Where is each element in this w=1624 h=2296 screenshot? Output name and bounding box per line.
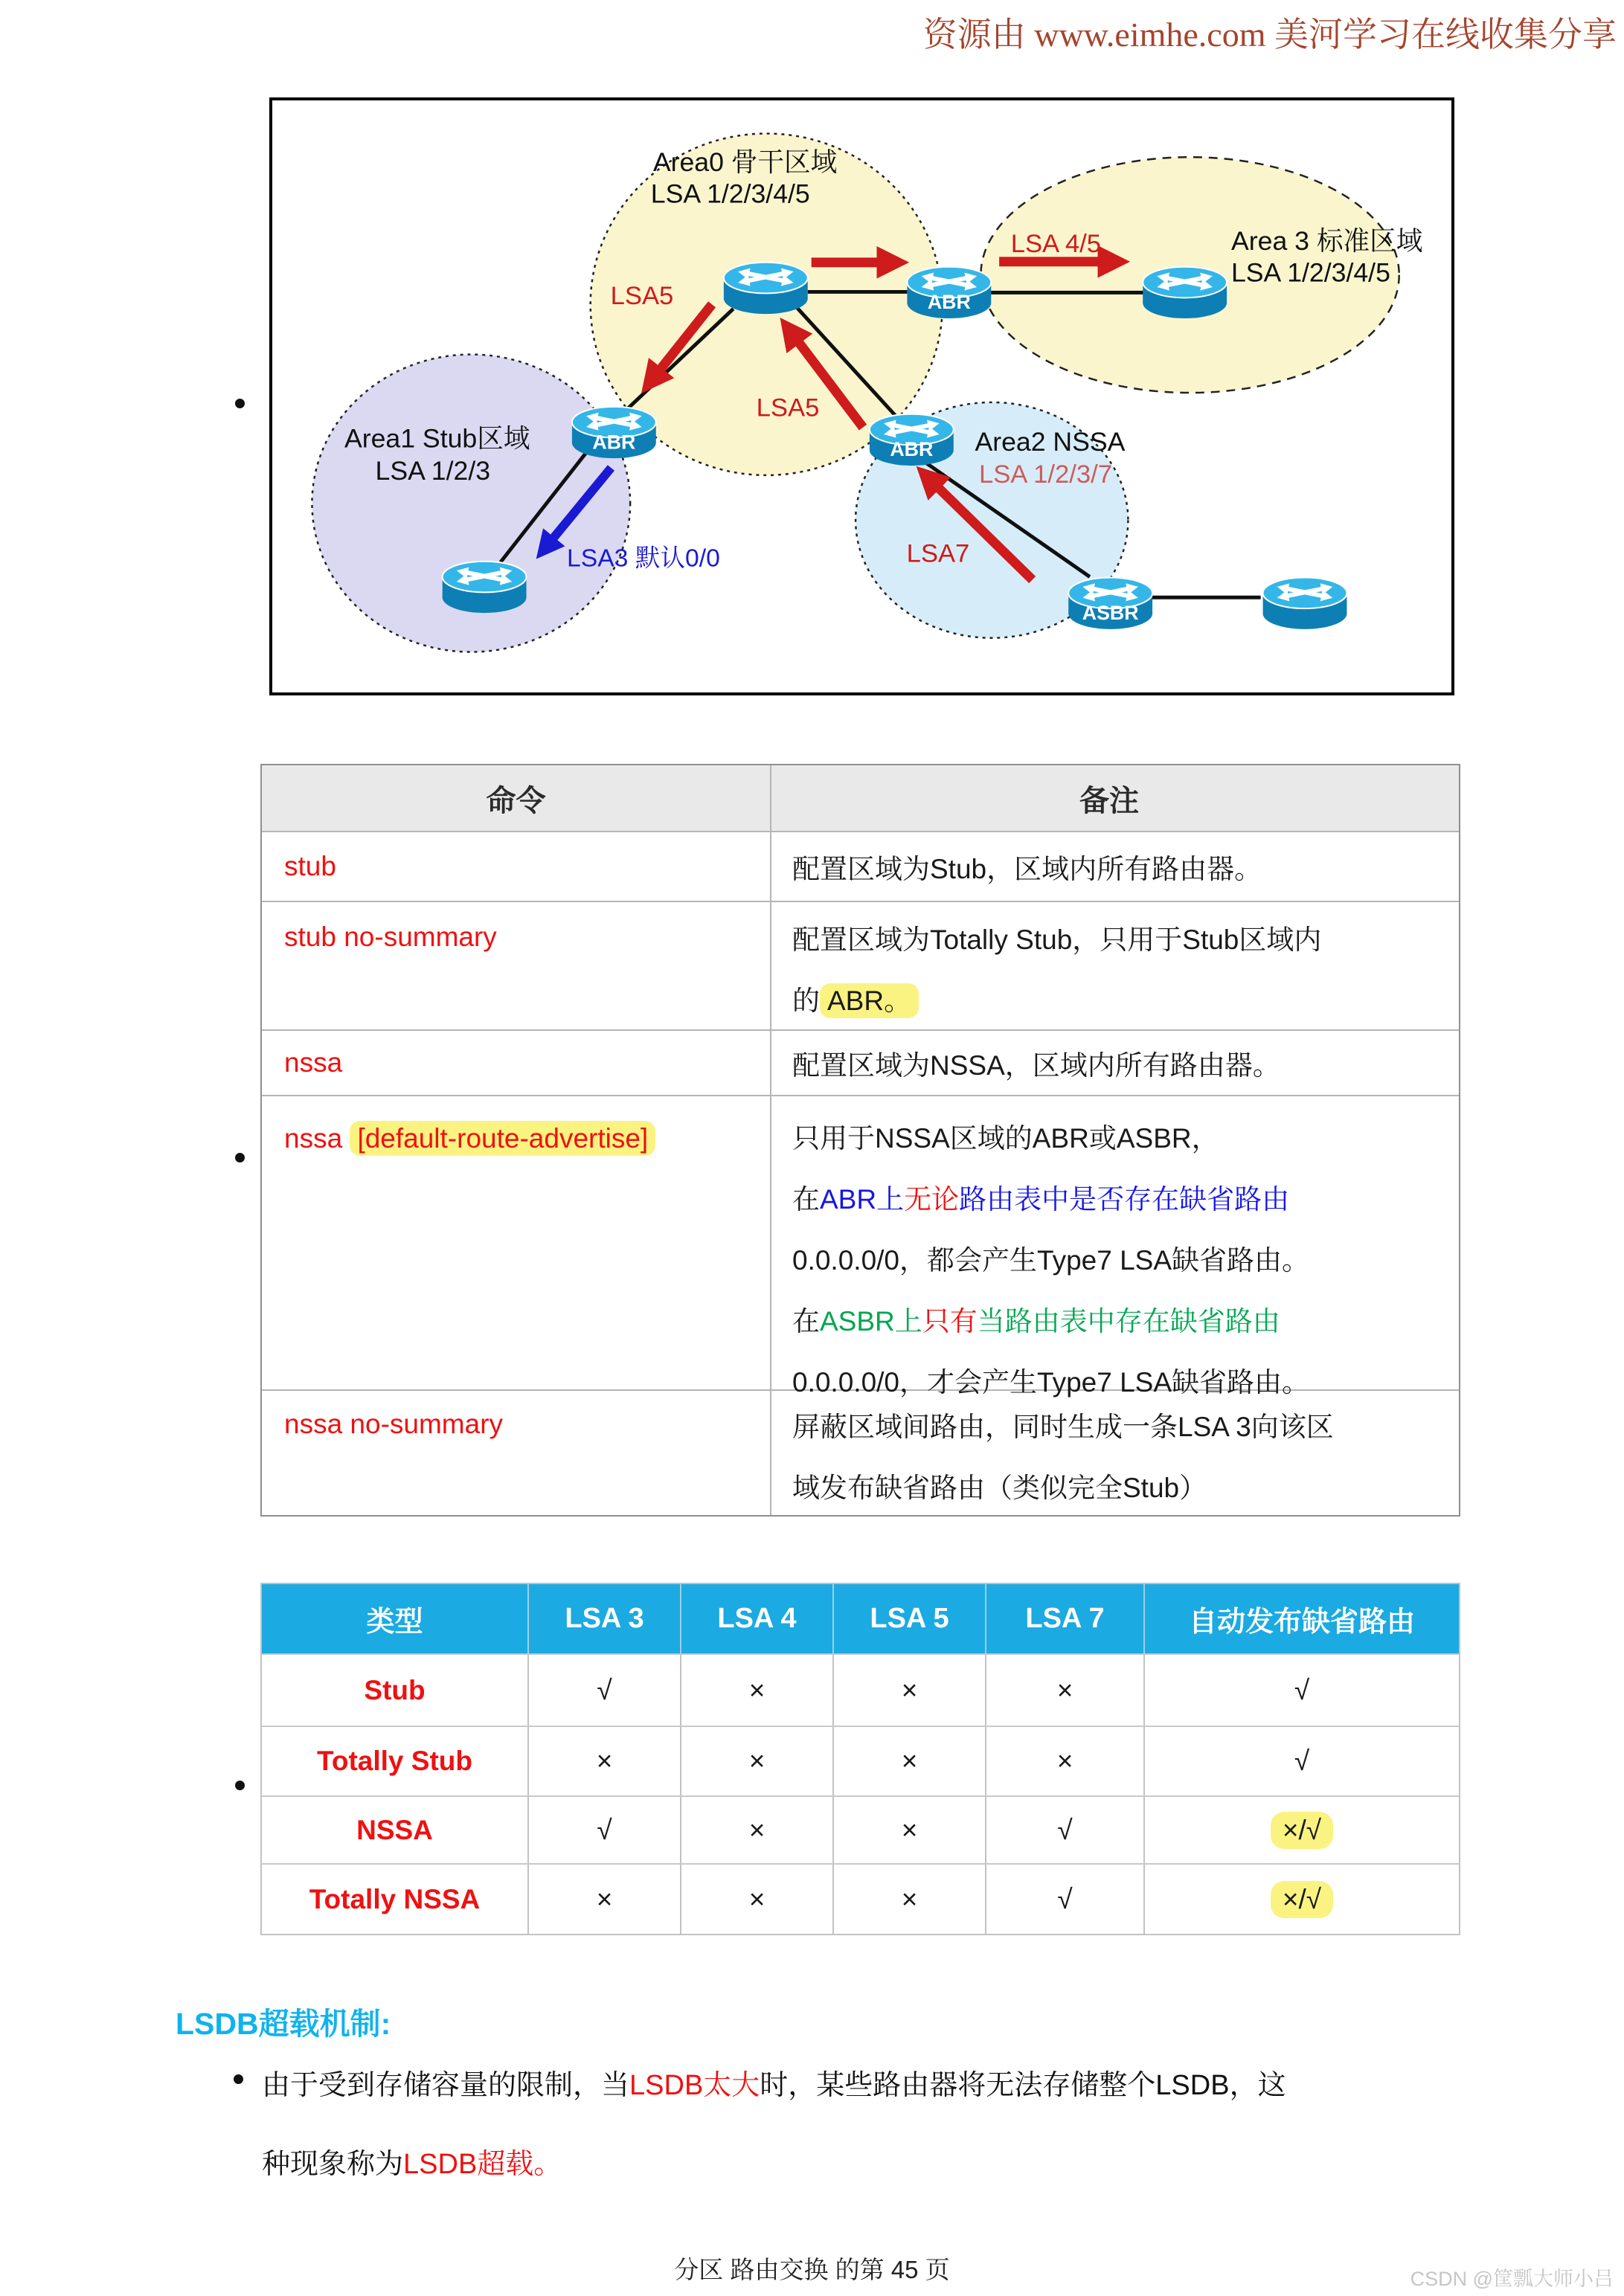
note-line: 配置区域为Totally Stub，只用于Stub区域内 xyxy=(792,924,1322,955)
top-watermark: 资源由 www.eimhe.com 美河学习在线收集分享 xyxy=(922,16,1617,54)
bullet-icon xyxy=(235,1781,245,1790)
col-header-lsa3: LSA 3 xyxy=(529,1584,681,1653)
note-line: 0.0.0.0/0，才会产生Type7 LSA缺省路由。 xyxy=(792,1367,1310,1398)
highlighted-text: ABR。 xyxy=(820,983,919,1018)
lsdb-paragraph-line: 种现象称为LSDB超载。 xyxy=(262,2149,562,2180)
area-type: Totally Stub xyxy=(262,1727,529,1795)
bullet-icon xyxy=(235,399,245,408)
highlighted-command-option: [default-route-advertise] xyxy=(350,1121,655,1156)
router-icon-core xyxy=(724,263,808,314)
router-icon-abr1 xyxy=(907,267,991,318)
command-table xyxy=(260,764,1460,1517)
col-header-lsa4: LSA 4 xyxy=(681,1584,834,1653)
bullet-icon xyxy=(234,2074,243,2084)
abr2-label: ABR xyxy=(592,431,636,454)
abr1-label: ABR xyxy=(927,291,971,314)
highlighted-cell: ×/√ xyxy=(1271,1812,1333,1849)
router-icon-asbr xyxy=(1068,578,1152,629)
area0-label: Area0 骨干区域 xyxy=(652,147,838,178)
asbr-label: ASBR xyxy=(1082,601,1139,624)
area1-label: Area1 Stub区域 xyxy=(344,423,530,454)
note-line: 在ABR上无论路由表中是否存在缺省路由 xyxy=(792,1184,1290,1215)
table-row xyxy=(262,901,1459,1029)
page-number-label: 分区 路由交换 的第 45 页 xyxy=(674,2256,950,2283)
area-type: Totally NSSA xyxy=(262,1865,529,1934)
router-icon-abr2 xyxy=(572,407,656,458)
col-header-lsa5: LSA 5 xyxy=(834,1584,986,1653)
table-row: Totally Stub × × × × √ xyxy=(262,1726,1459,1795)
note-line: 的 ABR。 xyxy=(792,971,1447,1032)
lsa5-left-label: LSA5 xyxy=(610,282,674,311)
area0-lsa-label: LSA 1/2/3/4/5 xyxy=(650,179,810,209)
area1-lsa-label: LSA 1/2/3 xyxy=(375,455,491,486)
router-icon-stub-internal xyxy=(443,562,527,613)
table-row xyxy=(262,1389,1459,1515)
table-row xyxy=(262,1095,1459,1398)
area3-lsa-label: LSA 1/2/3/4/5 xyxy=(1230,257,1390,288)
col-header-lsa7: LSA 7 xyxy=(986,1584,1145,1653)
col-header-note: 备注 xyxy=(1079,784,1139,817)
lsa-matrix-table xyxy=(260,1583,1460,1935)
col-header-command: 命令 xyxy=(262,765,771,831)
lsa-table-header xyxy=(262,1584,1459,1653)
lsdb-paragraph-line: 由于受到存储容量的限制，当LSDB太大时，某些路由器将无法存储整个LSDB，这 xyxy=(262,2070,1286,2101)
note-line: 只用于NSSA区域的ABR或ASBR， xyxy=(792,1123,1219,1154)
lsa45-arrow-label: LSA 4/5 xyxy=(1010,229,1102,258)
lsa3-default-label: LSA3 默认0/0 xyxy=(567,544,720,573)
note-line: 在ASBR上只有当路由表中存在缺省路由 xyxy=(792,1306,1280,1337)
area2-lsa-label: LSA 1/2/3/7 xyxy=(978,460,1113,489)
router-icon-area3 xyxy=(1143,267,1227,318)
area-type: NSSA xyxy=(262,1797,529,1863)
command-table-header xyxy=(262,765,1459,831)
command-stub: stub xyxy=(284,851,336,881)
area-type: Stub xyxy=(262,1655,529,1726)
note-line: 域发布缺省路由（类似完全Stub） xyxy=(792,1473,1207,1503)
col-header-type: 类型 xyxy=(262,1584,529,1653)
diagram-canvas xyxy=(272,100,1451,692)
command-nssa-no-summary: nssa no-summary xyxy=(284,1409,504,1439)
command-nssa: nssa xyxy=(284,1047,343,1078)
table-row: Totally NSSA × × × √ ×/√ xyxy=(262,1863,1459,1934)
csdn-watermark: CSDN @筐瓢大师小吕 xyxy=(1410,2268,1614,2290)
table-row: NSSA √ × × √ ×/√ xyxy=(262,1795,1459,1863)
note-line: 屏蔽区域间路由，同时生成一条LSA 3向该区 xyxy=(792,1412,1334,1442)
command-stub-no-summary: stub no-summary xyxy=(284,922,497,952)
ospf-network-diagram xyxy=(269,97,1454,695)
lsdb-heading: LSDB超载机制: xyxy=(176,2007,391,2041)
note-nssa: 配置区域为NSSA，区域内所有路由器。 xyxy=(792,1050,1280,1081)
bullet-icon xyxy=(235,1153,245,1163)
abr3-label: ABR xyxy=(890,438,934,461)
router-icon-external xyxy=(1263,578,1347,629)
router-icon-abr3 xyxy=(870,414,954,466)
table-row: Stub √ × × × √ xyxy=(262,1653,1459,1726)
note-line: 0.0.0.0/0，都会产生Type7 LSA缺省路由。 xyxy=(792,1245,1310,1276)
lsa5-mid-label: LSA5 xyxy=(756,393,820,422)
col-header-auto-default: 自动发布缺省路由 xyxy=(1188,1607,1415,1638)
note-stub: 配置区域为Stub，区域内所有路由器。 xyxy=(792,854,1262,884)
area2-label: Area2 NSSA xyxy=(975,427,1126,457)
area3-label: Area 3 标准区域 xyxy=(1231,225,1423,256)
lsa7-label: LSA7 xyxy=(906,539,970,568)
table-row xyxy=(262,831,1459,901)
command-nssa-default: nssa xyxy=(284,1123,350,1154)
table-row xyxy=(262,1029,1459,1095)
highlighted-cell: ×/√ xyxy=(1271,1881,1333,1918)
